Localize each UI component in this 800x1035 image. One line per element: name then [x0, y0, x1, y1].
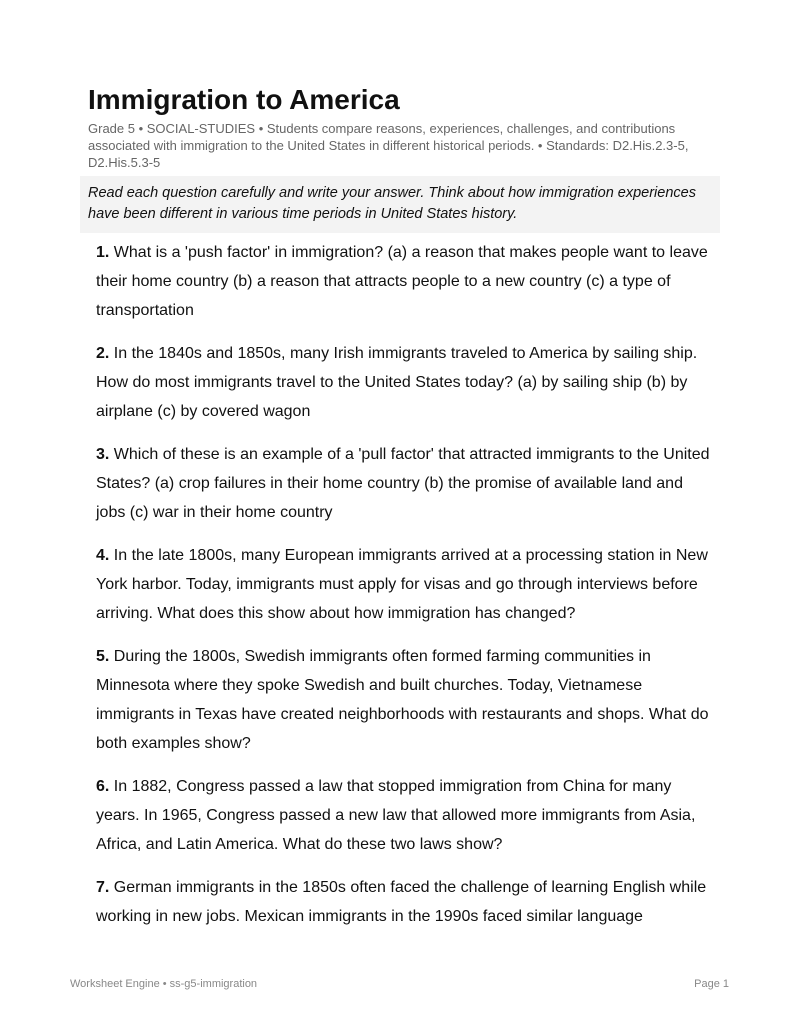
question-item [96, 873, 716, 931]
question-text: During the 1800s, Swedish immigrants often formed farming communities in Minnesota where they spoke Swedish and built churches. Today, Vietnamese immigrants in Texas have created neighborhoods with restaurants and shops. What do both examples show? [96, 648, 709, 752]
page-number: Page 1 [694, 978, 729, 990]
question-text: Which of these is an example of a 'pull factor' that attracted immigrants to the United States? (a) crop failures in their home country (b) the promise of available land and jobs (c) war in their home country [96, 446, 710, 521]
question-number: 3. [96, 446, 110, 463]
instructions-box: Read each question carefully and write your answer. Think about how immigration experiences have been different in various time periods in United States history. [80, 176, 720, 233]
question-text: In 1882, Congress passed a law that stopped immigration from China for many years. In 1965, Congress passed a new law that allowed more immigrants from Asia, Africa, and Latin America. What do these two laws show? [96, 778, 696, 853]
question-item [96, 339, 716, 426]
question-item [96, 642, 716, 758]
question-number: 1. [96, 244, 110, 261]
question-number: 6. [96, 778, 110, 795]
question-item [96, 238, 716, 325]
question-item [96, 772, 716, 859]
question-text: What is a 'push factor' in immigration? (a) a reason that makes people want to leave their home country (b) a reason that attracts people to a new country (c) a type of transportation [96, 244, 708, 319]
question-number: 7. [96, 879, 110, 896]
question-text: In the 1840s and 1850s, many Irish immigrants traveled to America by sailing ship. How do most immigrants travel to the United States today? (a) by sailing ship (b) by airplane (c) by covered wagon [96, 345, 698, 420]
question-list [96, 238, 716, 945]
question-text: German immigrants in the 1850s often faced the challenge of learning English while working in new jobs. Mexican immigrants in the 1990s faced similar language [96, 879, 707, 925]
question-number: 4. [96, 547, 110, 564]
question-text: In the late 1800s, many European immigrants arrived at a processing station in New York harbor. Today, immigrants must apply for visas and go through interviews before arriving. What does this show about how immigration has changed? [96, 547, 708, 622]
page-title: Immigration to America [88, 84, 400, 115]
question-number: 5. [96, 648, 110, 665]
worksheet-meta: Grade 5 • SOCIAL-STUDIES • Students compare reasons, experiences, challenges, and contributions associated with immigration to the United States in different historical periods. • Standards: D2.His.2.3-5, D2.His.5.3-5 [88, 121, 689, 170]
footer-source: Worksheet Engine • ss-g5-immigration [70, 978, 258, 990]
question-item [96, 440, 716, 527]
question-item [96, 541, 716, 628]
question-number: 2. [96, 345, 110, 362]
